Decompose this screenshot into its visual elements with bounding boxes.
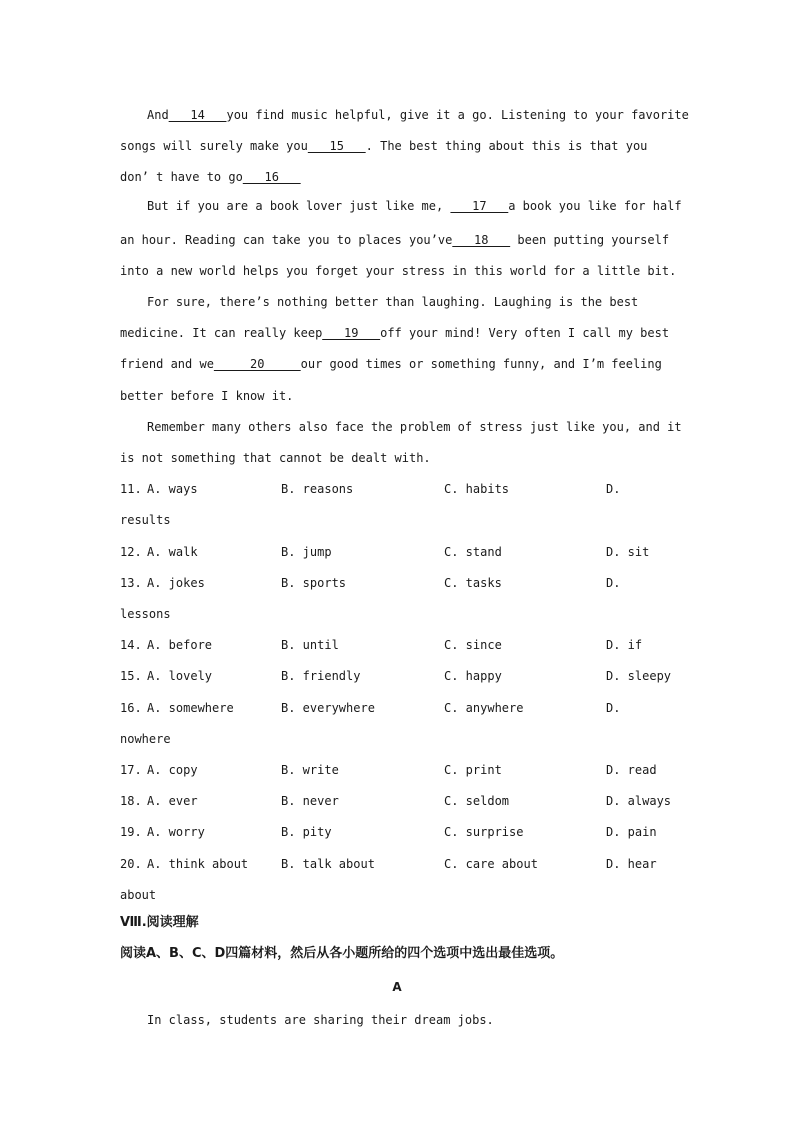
passage-text: Remember many others also face the problem of stress just like you, and it: [147, 420, 682, 434]
option-c: C. tasks: [444, 576, 502, 590]
option-c: C. care about: [444, 857, 538, 871]
option-a: A. walk: [147, 545, 198, 559]
question-number: 14.: [120, 638, 142, 652]
passage-text: better before I know it.: [120, 389, 294, 403]
option-b: B. friendly: [281, 669, 361, 683]
passage-text: don’ t have to go: [120, 170, 243, 184]
part-label: A: [392, 980, 402, 994]
option-b: B. reasons: [281, 482, 354, 496]
option-b: B. talk about: [281, 857, 375, 871]
blank-15: ___15___: [307, 139, 366, 153]
passage-line: [120, 388, 293, 404]
passage-text: . The best thing about this is that you: [365, 139, 648, 153]
option-b: B. pity: [281, 825, 332, 839]
question-number: 18.: [120, 794, 142, 808]
blank-20: _____20_____: [213, 357, 301, 371]
option-d-wrap: nowhere: [120, 732, 171, 746]
blank-16: ___16___: [242, 170, 301, 184]
blank-19: ___19___: [322, 326, 381, 340]
option-a: A. somewhere: [147, 701, 234, 715]
passage-text: into a new world helps you forget your stress in this world for a little bit.: [120, 264, 677, 278]
option-b: B. until: [281, 638, 339, 652]
option-d: D.: [606, 576, 621, 590]
question-number: 12.: [120, 545, 142, 559]
passage-line: [120, 138, 647, 154]
option-b: B. sports: [281, 576, 347, 590]
option-d: D. sit: [606, 545, 650, 559]
question-number: 11.: [120, 482, 142, 496]
passage-line: [120, 232, 669, 248]
option-d-wrap: lessons: [120, 607, 171, 621]
question-number: 16.: [120, 701, 142, 715]
question-number: 19.: [120, 825, 142, 839]
passage-text: medicine. It can really keep: [120, 326, 323, 340]
blank-17: ___17___: [450, 199, 509, 213]
option-b: B. write: [281, 763, 339, 777]
passage-text: But if you are a book lover just like me,: [147, 199, 451, 213]
blank-14: ___14___: [168, 108, 227, 122]
passage-line: [147, 419, 682, 435]
option-d: D.: [606, 482, 621, 496]
passage-text: been putting yourself: [510, 233, 670, 247]
question-number: 15.: [120, 669, 142, 683]
question-number: 17.: [120, 763, 142, 777]
passage-line: [120, 450, 431, 466]
passage-line: [147, 107, 689, 123]
option-b: B. jump: [281, 545, 332, 559]
option-d: D. pain: [606, 825, 657, 839]
option-a: A. think about: [147, 857, 249, 871]
option-d-wrap: about: [120, 888, 157, 902]
option-c: C. print: [444, 763, 502, 777]
passage-line: [147, 198, 682, 214]
passage-text: songs will surely make you: [120, 139, 308, 153]
option-d: D. hear: [606, 857, 657, 871]
option-c: C. seldom: [444, 794, 510, 808]
passage-text: a book you like for half: [508, 199, 682, 213]
question-number: 13.: [120, 576, 142, 590]
question-number: 20.: [120, 857, 142, 871]
option-c: C. habits: [444, 482, 510, 496]
blank-18: ___18___: [452, 233, 511, 247]
option-c: C. surprise: [444, 825, 524, 839]
section-instruction: 阅读A、B、C、D四篇材料，然后从各小题所给的四个选项中选出最佳选项。: [120, 946, 564, 961]
option-a: A. ways: [147, 482, 198, 496]
option-a: A. before: [147, 638, 213, 652]
option-c: C. anywhere: [444, 701, 524, 715]
option-d-wrap: results: [120, 513, 171, 527]
passage-first-line: In class, students are sharing their dream jobs.: [147, 1013, 494, 1027]
passage-text: And: [147, 108, 169, 122]
passage-line: [120, 356, 662, 372]
passage-text: an hour. Reading can take you to places you’ve: [120, 233, 453, 247]
passage-line: [120, 325, 669, 341]
passage-line: [147, 294, 638, 310]
option-d: D.: [606, 701, 621, 715]
section-title: Ⅷ.阅读理解: [120, 915, 199, 930]
option-a: A. ever: [147, 794, 198, 808]
passage-text: friend and we: [120, 357, 214, 371]
option-a: A. worry: [147, 825, 205, 839]
passage-line: [120, 263, 676, 279]
passage-text: is not something that cannot be dealt with.: [120, 451, 431, 465]
option-a: A. jokes: [147, 576, 205, 590]
option-b: B. everywhere: [281, 701, 375, 715]
passage-text: off your mind! Very often I call my best: [380, 326, 670, 340]
option-c: C. since: [444, 638, 502, 652]
option-d: D. sleepy: [606, 669, 672, 683]
option-d: D. if: [606, 638, 643, 652]
option-d: D. read: [606, 763, 657, 777]
option-c: C. happy: [444, 669, 502, 683]
option-c: C. stand: [444, 545, 502, 559]
passage-text: our good times or something funny, and I’m feeling: [300, 357, 662, 371]
passage-text: For sure, there’s nothing better than laughing. Laughing is the best: [147, 295, 639, 309]
option-d: D. always: [606, 794, 672, 808]
option-a: A. copy: [147, 763, 198, 777]
passage-text: you find music helpful, give it a go. Listening to your favorite: [226, 108, 689, 122]
option-b: B. never: [281, 794, 339, 808]
option-a: A. lovely: [147, 669, 213, 683]
passage-line: [120, 169, 301, 185]
